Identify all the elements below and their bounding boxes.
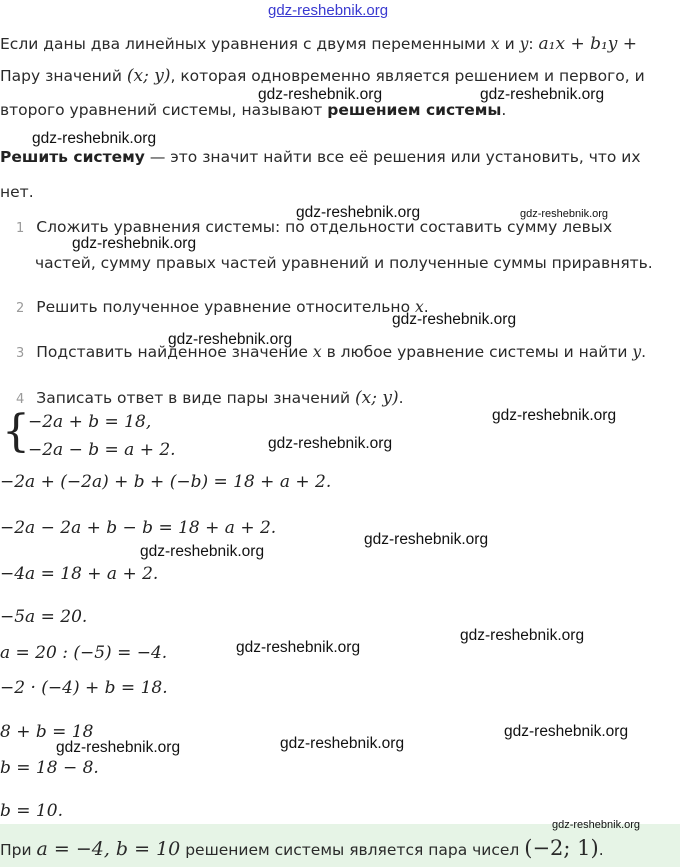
watermark-label: gdz-reshebnik.org <box>520 208 609 220</box>
var-y: y <box>519 35 529 53</box>
step-end: . <box>641 343 647 361</box>
step-number: 2 <box>16 301 25 316</box>
solution-line: −5a = 20. <box>0 607 88 627</box>
system-brace-icon: { <box>2 406 30 457</box>
intro-formula: a₁x + b₁y + <box>538 34 638 54</box>
intro-text: Если даны два линейных уравнения с двумя переменными <box>0 35 491 53</box>
definition-line-2: нет. <box>0 183 34 201</box>
intro-colon: : <box>528 35 539 53</box>
intro-line3-end: . <box>501 101 507 119</box>
term-solution-of-system: решением системы <box>327 101 502 119</box>
step-3 <box>16 343 646 361</box>
intro-line-3 <box>0 101 506 119</box>
solution-line: a = 20 : (−5) = −4. <box>0 643 168 663</box>
watermark-label: gdz-reshebnik.org <box>364 531 489 548</box>
watermark-label: gdz-reshebnik.org <box>280 735 405 752</box>
solution-line: −2 · (−4) + b = 18. <box>0 678 168 698</box>
step-text-mid: в любое уравнение системы и найти <box>321 343 633 361</box>
step-1-continuation: частей, сумму правых частей уравнений и полученные суммы приравнять. <box>35 254 653 272</box>
intro-and: и <box>499 35 520 53</box>
step-number: 1 <box>16 221 25 236</box>
step-2 <box>16 298 429 316</box>
step-number: 4 <box>16 392 25 407</box>
term-solve-system: Решить систему <box>0 148 145 166</box>
system-equation-1: −2a + b = 18, <box>28 412 152 432</box>
solution-line: −2a + (−2a) + b + (−b) = 18 + a + 2. <box>0 472 332 492</box>
solution-line: b = 10. <box>0 801 63 821</box>
step-text: Решить полученное уравнение относительно <box>36 298 415 316</box>
step-4 <box>16 388 404 408</box>
system-equation-2: −2a − b = a + 2. <box>28 440 176 460</box>
watermark-label: gdz-reshebnik.org <box>492 407 617 424</box>
solution-line: −2a − 2a + b − b = 18 + a + 2. <box>0 518 277 538</box>
answer-prefix: При <box>0 841 37 859</box>
watermark-label: gdz-reshebnik.org <box>268 435 393 452</box>
watermark-label: gdz-reshebnik.org <box>168 331 293 348</box>
solution-line: 8 + b = 18 <box>0 722 94 742</box>
var-x: x <box>490 35 500 53</box>
intro-pair-label: Пару значений <box>0 67 127 85</box>
watermark-label: gdz-reshebnik.org <box>480 86 605 103</box>
intro-line-2 <box>0 66 645 86</box>
watermark-label: gdz-reshebnik.org <box>56 739 181 756</box>
var-x: x <box>414 298 424 316</box>
watermark-label: gdz-reshebnik.org <box>504 723 629 740</box>
step-end: . <box>423 298 429 316</box>
answer-values: a = −4, b = 10 <box>36 838 181 860</box>
step-text: Сложить уравнения системы: по отдельности составить сумму левых <box>36 218 613 236</box>
answer-text: решением системы является пара чисел <box>180 841 525 859</box>
intro-pair-rest: , которая одновременно является решением и первого, и <box>170 67 645 85</box>
solution-line: b = 18 − 8. <box>0 758 99 778</box>
intro-line3-text: второго уравнений системы, называют <box>0 101 328 119</box>
intro-line-1 <box>0 34 637 54</box>
watermark-top-link[interactable]: gdz-reshebnik.org <box>268 2 389 19</box>
watermark-label: gdz-reshebnik.org <box>296 204 421 221</box>
watermark-label: gdz-reshebnik.org <box>552 819 641 831</box>
watermark-label: gdz-reshebnik.org <box>140 543 265 560</box>
answer-line <box>0 836 604 860</box>
answer-pair: (−2; 1) <box>524 836 599 860</box>
var-x: x <box>312 343 322 361</box>
step-text: Подставить найденное значение <box>36 343 313 361</box>
watermark-label: gdz-reshebnik.org <box>32 130 157 147</box>
answer-end: . <box>598 841 604 859</box>
watermark-label: gdz-reshebnik.org <box>236 639 361 656</box>
step-end: . <box>398 389 404 407</box>
watermark-label: gdz-reshebnik.org <box>392 311 517 328</box>
step-number: 3 <box>16 346 25 361</box>
step-pair: (x; y) <box>355 388 399 408</box>
definition-text: — это значит найти все её решения или установить, что их <box>144 148 641 166</box>
solution-line: −4a = 18 + a + 2. <box>0 564 159 584</box>
step-text: Записать ответ в виде пары значений <box>36 389 356 407</box>
watermark-label: gdz-reshebnik.org <box>460 627 585 644</box>
definition-line-1 <box>0 148 641 166</box>
var-y: y <box>632 343 642 361</box>
watermark-label: gdz-reshebnik.org <box>72 235 197 252</box>
intro-pair: (x; y) <box>126 66 171 86</box>
watermark-label: gdz-reshebnik.org <box>258 86 383 103</box>
